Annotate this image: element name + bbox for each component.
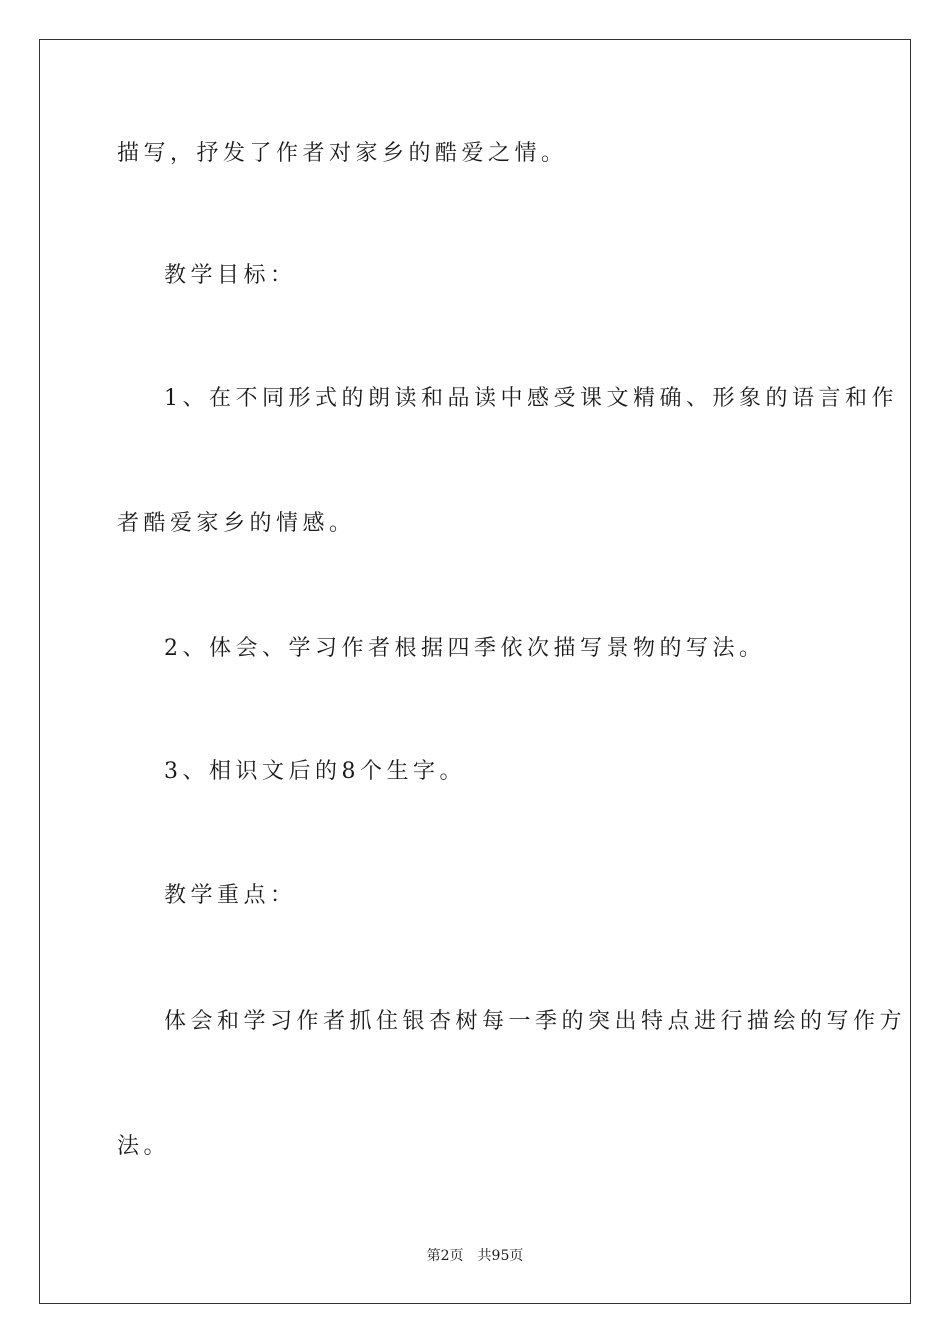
goal-item-1-line-2: 者酷爱家乡的情感。: [117, 511, 356, 536]
goal-item-1-line-1: 1、在不同形式的朗读和品读中感受课文精确、形象的语言和作: [164, 386, 898, 411]
page-footer: [0, 1247, 950, 1265]
goal-item-2: 2、体会、学习作者根据四季依次描写景物的写法。: [164, 636, 766, 661]
section-heading-teaching-goals: 教学目标：: [164, 263, 297, 288]
page-number: 第2页: [426, 1248, 464, 1264]
goal-item-3: 3、相识文后的8个生字。: [164, 759, 466, 784]
page-border: [39, 39, 911, 1304]
body-line-1: 描写，抒发了作者对家乡的酷爱之情。: [117, 141, 568, 166]
section-heading-key-points: 教学重点：: [164, 883, 297, 908]
key-point-line-2: 法。: [117, 1134, 171, 1159]
key-point-line-1: 体会和学习作者抓住银杏树每一季的突出特点进行描绘的写作方: [164, 1009, 907, 1034]
total-pages: 共95页: [477, 1248, 524, 1264]
